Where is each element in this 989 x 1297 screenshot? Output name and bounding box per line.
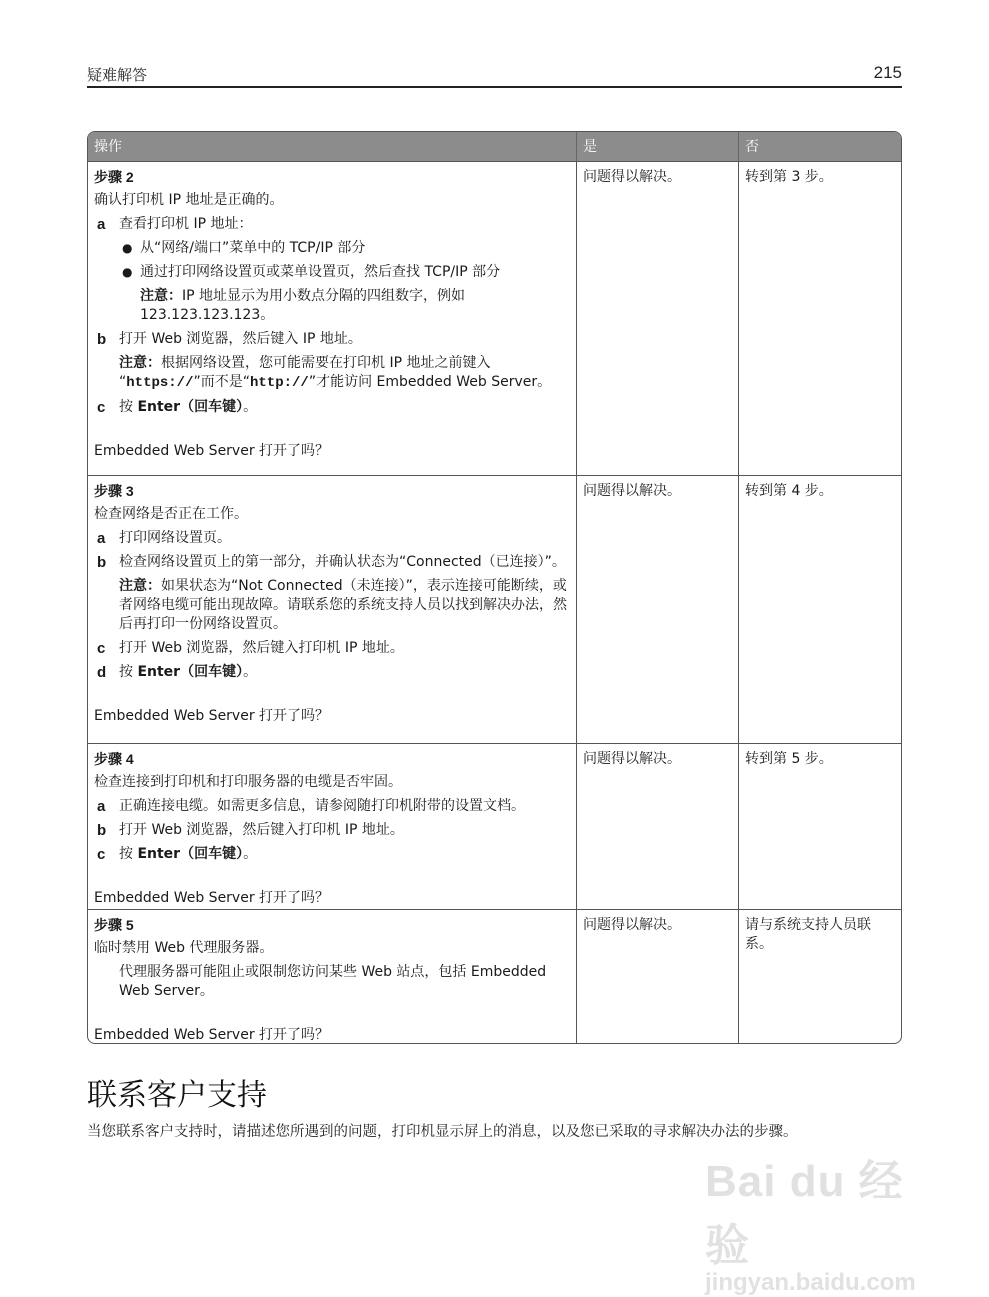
section-title: 联系客户支持 — [87, 1078, 267, 1113]
watermark-url: jingyan.baidu.com — [705, 1269, 916, 1296]
substep-a: a 查看打印机 IP 地址： — [97, 216, 253, 233]
step-question: Embedded Web Server 打开了吗？ — [94, 443, 330, 459]
step-question: Embedded Web Server 打开了吗？ — [94, 708, 330, 724]
note: 注意：根据网络设置，您可能需要在打印机 IP 地址之前键入 “https://”而不是“http://”才能访问 Embedded Web Server。 — [119, 355, 552, 391]
page-number: 215 — [873, 63, 902, 82]
substep-c: c 打开 Web 浏览器，然后键入打印机 IP 地址。 — [97, 640, 404, 657]
note: 注意：如果状态为“Not Connected（未连接）”，表示连接可能断续，或者网络电缆可能出现故障。请联系您的系统支持人员以找到解决办法，然后再打印一份网络设置页。 — [119, 578, 567, 632]
bullet-item: ● 从“网络/端口”菜单中的 TCP/IP 部分 — [122, 240, 366, 256]
action-cell — [88, 476, 577, 743]
step-intro: 临时禁用 Web 代理服务器。 — [94, 940, 274, 956]
table-row-step-4 — [88, 743, 901, 909]
substep-c: c 按 Enter（回车键）。 — [97, 399, 258, 416]
substep-b: b 检查网络设置页上的第一部分，并确认状态为“Connected（已连接）”。 — [97, 554, 566, 571]
yes-cell: 问题得以解决。 — [577, 744, 739, 909]
step-title: 步骤 5 — [94, 917, 134, 933]
step-title: 步骤 4 — [94, 751, 134, 767]
step-intro: 确认打印机 IP 地址是正确的。 — [94, 192, 284, 208]
step-question: Embedded Web Server 打开了吗？ — [94, 890, 330, 906]
table-row-step-5 — [88, 909, 901, 1043]
table-row-step-2 — [88, 161, 901, 475]
substep-a: a 正确连接电缆。如需更多信息，请参阅随打印机附带的设置文档。 — [97, 798, 525, 815]
baidu-watermark — [705, 1145, 925, 1296]
section-body: 当您联系客户支持时，请描述您所遇到的问题，打印机显示屏上的消息，以及您已采取的寻求解决办法的步骤。 — [87, 1124, 798, 1140]
watermark-logo: Bai du 经验 — [705, 1157, 904, 1270]
substep-b: b 打开 Web 浏览器，然后键入打印机 IP 地址。 — [97, 822, 404, 839]
chapter-title: 疑难解答 — [87, 66, 148, 84]
yes-cell: 问题得以解决。 — [577, 162, 739, 475]
no-cell: 转到第 4 步。 — [745, 483, 833, 499]
substep-c: c 按 Enter（回车键）。 — [97, 846, 258, 863]
substep-b: b 打开 Web 浏览器，然后键入 IP 地址。 — [97, 331, 362, 348]
step-title: 步骤 3 — [94, 483, 134, 499]
action-cell — [88, 744, 577, 909]
no-cell: 转到第 5 步。 — [745, 751, 833, 767]
substep-d: d 按 Enter（回车键）。 — [97, 664, 258, 681]
column-header-no: 否 — [745, 139, 759, 155]
step-intro: 检查连接到打印机和打印服务器的电缆是否牢固。 — [94, 774, 402, 790]
yes-cell: 问题得以解决。 — [577, 910, 739, 1043]
step-question: Embedded Web Server 打开了吗？ — [94, 1027, 330, 1043]
yes-cell: 问题得以解决。 — [577, 476, 739, 743]
no-cell: 转到第 3 步。 — [745, 169, 833, 185]
action-cell — [88, 910, 577, 1043]
step-detail: 代理服务器可能阻止或限制您访问某些 Web 站点，包括 Embedded Web Server。 — [119, 964, 547, 999]
step-title: 步骤 2 — [94, 169, 134, 185]
no-cell: 请与系统支持人员联系。 — [745, 917, 871, 952]
column-header-action: 操作 — [88, 132, 577, 161]
bullet-icon: ● — [122, 265, 133, 279]
action-cell — [88, 162, 577, 475]
bullet-icon: ● — [122, 241, 133, 255]
column-header-yes: 是 — [577, 132, 739, 161]
bullet-item: ● 通过打印网络设置页或菜单设置页，然后查找 TCP/IP 部分 — [122, 264, 501, 280]
note: 注意：IP 地址显示为用小数点分隔的四组数字，例如 123.123.123.123。 — [140, 288, 466, 323]
table-header-row — [88, 132, 901, 161]
substep-a: a 打印网络设置页。 — [97, 530, 231, 547]
troubleshooting-table — [87, 131, 902, 1044]
page-header — [87, 62, 902, 88]
step-intro: 检查网络是否正在工作。 — [94, 506, 248, 522]
table-row-step-3 — [88, 475, 901, 743]
